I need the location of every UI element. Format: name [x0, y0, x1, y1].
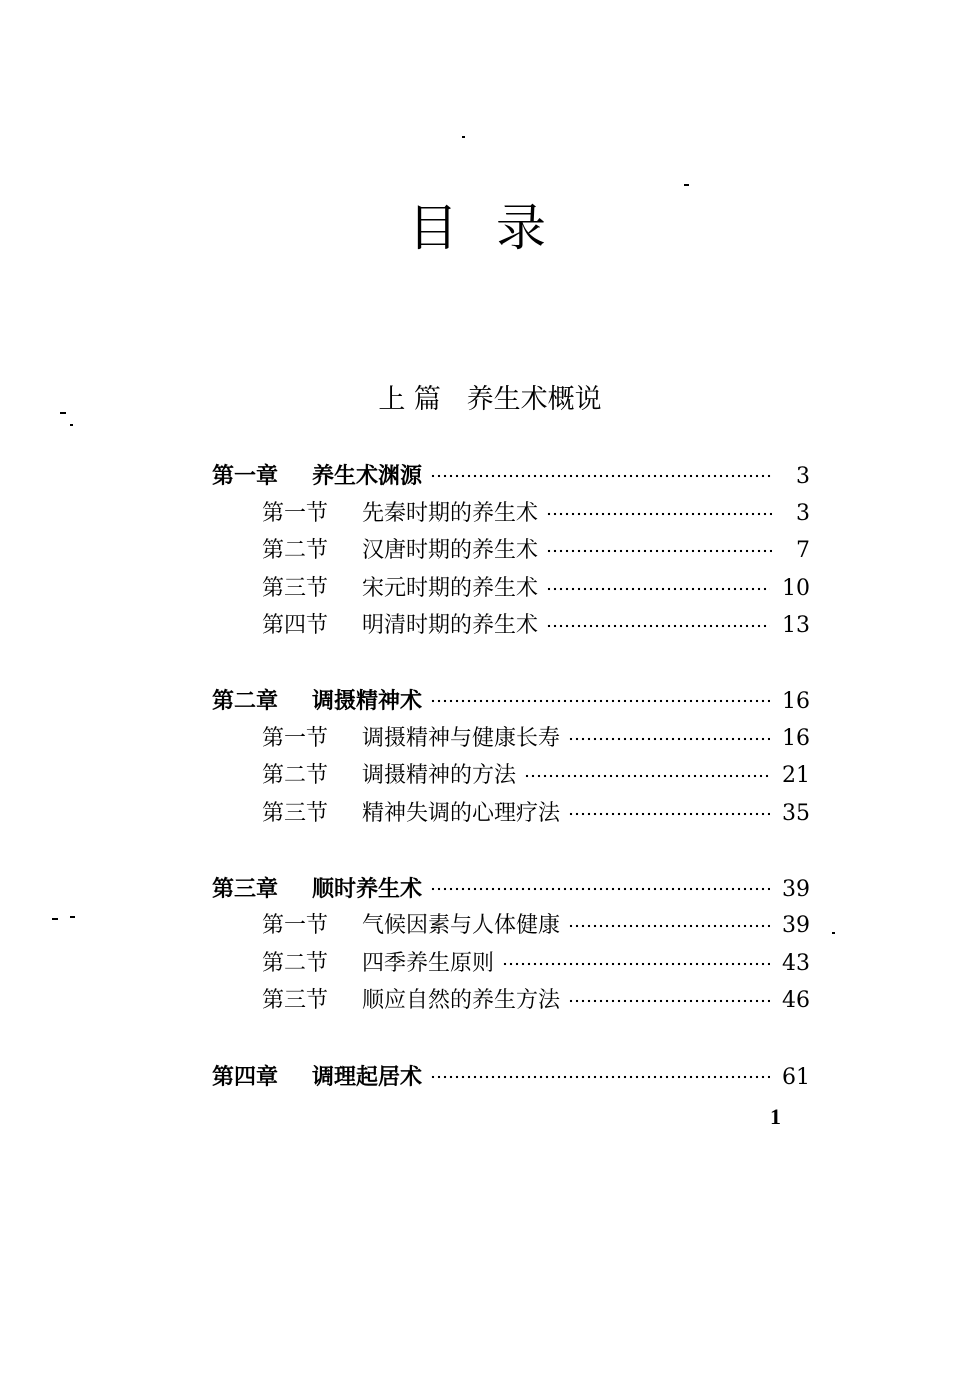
entry-number: 第二节 — [262, 538, 329, 563]
toc-chapter-entry[interactable] — [212, 1062, 810, 1092]
toc-section-entry[interactable] — [262, 574, 810, 604]
entry-page: 10 — [782, 576, 810, 601]
entry-page: 7 — [796, 538, 810, 563]
entry-number: 第一章 — [212, 463, 279, 489]
entry-number: 第四节 — [262, 613, 329, 638]
entry-number: 第二节 — [262, 951, 329, 976]
entry-title: 养生术渊源 — [312, 463, 423, 489]
dot-leader — [430, 1075, 770, 1079]
entry-number: 第四章 — [212, 1064, 279, 1090]
entry-title: 汉唐时期的养生术 — [362, 538, 539, 563]
entry-page: 39 — [782, 877, 810, 902]
toc-section-entry[interactable] — [262, 761, 810, 791]
part-title: 上 篇 养生术概说 — [378, 384, 602, 415]
entry-page: 61 — [782, 1065, 810, 1090]
dot-leader — [546, 624, 770, 628]
toc-section-entry[interactable] — [262, 949, 810, 979]
toc-chapter-entry[interactable] — [212, 686, 810, 716]
entry-page: 21 — [782, 763, 810, 788]
dot-leader — [524, 774, 770, 778]
dot-leader — [430, 887, 770, 891]
entry-page: 35 — [782, 801, 810, 826]
toc-section-entry[interactable] — [262, 611, 810, 641]
entry-page: 46 — [782, 988, 810, 1013]
dot-leader — [546, 549, 772, 553]
entry-number: 第三节 — [262, 988, 329, 1013]
entry-title: 调摄精神的方法 — [362, 763, 517, 788]
entry-number: 第三节 — [262, 576, 329, 601]
page-number: 1 — [770, 1104, 781, 1129]
toc-section-entry[interactable] — [262, 986, 810, 1016]
entry-number: 第一节 — [262, 726, 329, 751]
toc-chapter-entry[interactable] — [212, 874, 810, 904]
dot-leader — [430, 474, 772, 478]
entry-title: 明清时期的养生术 — [362, 613, 539, 638]
entry-title: 四季养生原则 — [362, 951, 495, 976]
dot-leader — [568, 812, 770, 816]
entry-page: 43 — [782, 951, 810, 976]
entry-title: 调理起居术 — [312, 1064, 423, 1090]
entry-number: 第一节 — [262, 501, 329, 526]
toc-section-entry[interactable] — [262, 911, 810, 941]
dot-leader — [546, 512, 772, 516]
dot-leader — [430, 699, 770, 703]
entry-title: 宋元时期的养生术 — [362, 576, 539, 601]
entry-number: 第一节 — [262, 913, 329, 938]
entry-number: 第三章 — [212, 876, 279, 902]
entry-title: 顺应自然的养生方法 — [362, 988, 561, 1013]
dot-leader — [502, 962, 770, 966]
entry-number: 第二节 — [262, 763, 329, 788]
entry-title: 调摄精神与健康长寿 — [362, 726, 561, 751]
dot-leader — [546, 587, 770, 591]
entry-page: 3 — [796, 464, 810, 489]
entry-title: 调摄精神术 — [312, 688, 423, 714]
entry-title: 先秦时期的养生术 — [362, 501, 539, 526]
entry-page: 16 — [782, 726, 810, 751]
dot-leader — [568, 924, 770, 928]
entry-title: 顺时养生术 — [312, 876, 423, 902]
entry-title: 精神失调的心理疗法 — [362, 801, 561, 826]
dot-leader — [568, 737, 770, 741]
toc-section-entry[interactable] — [262, 799, 810, 829]
entry-number: 第三节 — [262, 801, 329, 826]
entry-page: 3 — [796, 501, 810, 526]
page-title: 目录 — [408, 199, 584, 257]
toc-section-entry[interactable] — [262, 536, 810, 566]
entry-number: 第二章 — [212, 688, 279, 714]
entry-title: 气候因素与人体健康 — [362, 913, 561, 938]
dot-leader — [568, 999, 770, 1003]
entry-page: 39 — [782, 913, 810, 938]
entry-page: 13 — [782, 613, 810, 638]
entry-page: 16 — [782, 689, 810, 714]
toc-section-entry[interactable] — [262, 499, 810, 529]
toc-section-entry[interactable] — [262, 724, 810, 754]
toc-chapter-entry[interactable] — [212, 461, 810, 491]
